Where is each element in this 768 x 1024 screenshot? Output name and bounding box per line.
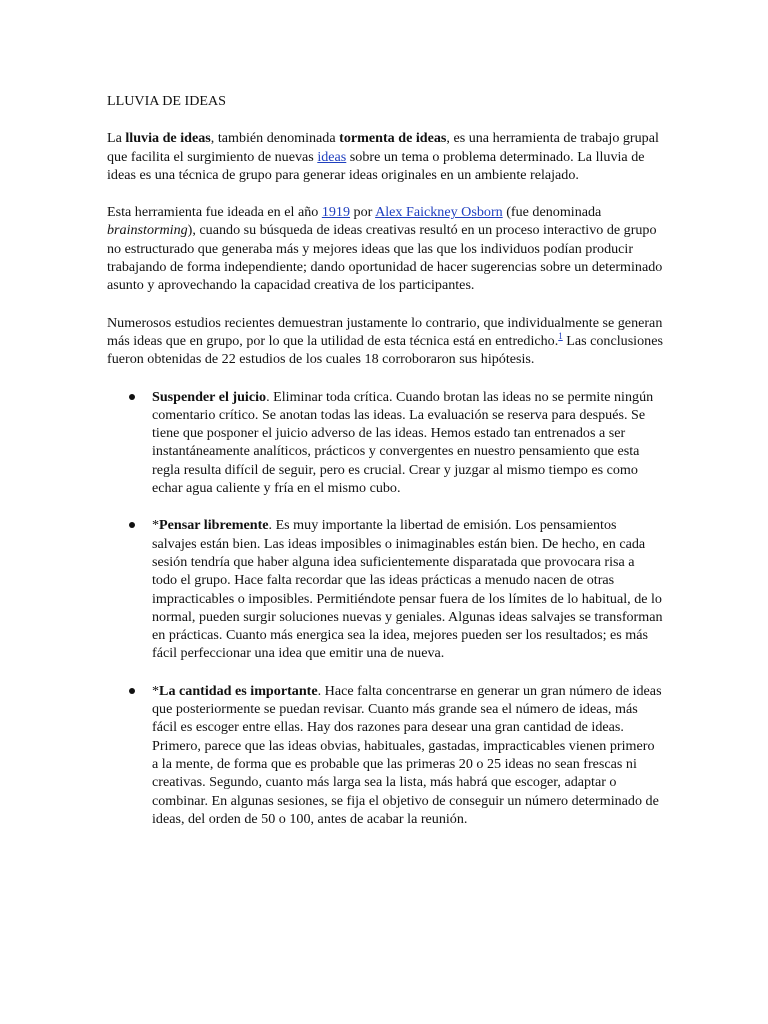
text: Esta herramienta fue ideada en el año	[107, 204, 322, 221]
intro-paragraph	[107, 129, 663, 184]
item-text: . Hace falta concentrarse en generar un gran número de ideas que posteriormente se puedan revisar. Cuanto más grande sea el número de ideas, más fácil es escoger entre ellas. Hay dos razones para desear una gran cantidad de ideas. Primero, parece que las ideas obvias, habituales, gastadas, impracticables vienen primero a la mente, de forma que es probable que las primeras 20 o 25 ideas no sean frescas ni creativas. Segundo, cuanto más larga sea la lista, más habrá que escoger, adaptar o combinar. En algunas sesiones, se fija el objetivo de conseguir un número determinado de ideas, del orden de 50 o 100, antes de acabar la reunión.	[152, 682, 662, 827]
text: ), cuando su búsqueda de ideas creativas resultó en un proceso interactivo de grupo no estructurado que generaba más y mejores ideas que las que los individuos podían producir trabajando de forma independiente; dando oportunidad de hacer sugerencias sobre un determinado asunto y aprovechando la capacidad creativa de los participantes.	[107, 222, 663, 294]
item-text: . Eliminar toda crítica. Cuando brotan las ideas no se permite ningún comentario crítico. Se anotan todas las ideas. La evaluación se reserva para después. Se tiene que posponer el juicio adverso de las ideas. Hemos estado tan entrenados a ser instantáneamente analíticos, prácticos y convergentes en nuestro pensamiento que esta regla resulta difícil de seguir, pero es crucial. Crear y juzgar al mismo tiempo es como echar agua caliente y fría en el mismo cubo.	[152, 388, 654, 497]
text: (fue denominada	[502, 204, 602, 221]
bullet-dot	[129, 394, 135, 400]
history-paragraph	[107, 203, 663, 294]
text: La	[107, 130, 126, 147]
list-item	[107, 388, 663, 498]
term-tormenta-de-ideas: tormenta de ideas	[339, 130, 447, 147]
text: Las conclusiones fueron obtenidas de 22 estudios de los cuales 18 corroboraron sus hipótesis.	[107, 332, 663, 368]
footnote-link[interactable]: 1	[558, 330, 563, 341]
bullet-dot	[129, 688, 135, 694]
text: , también denominada	[210, 130, 340, 147]
item-heading: Pensar libremente	[159, 517, 269, 534]
term-lluvia-de-ideas: lluvia de ideas	[125, 130, 211, 147]
studies-paragraph	[107, 314, 663, 369]
text: por	[350, 204, 376, 221]
link-year-1919[interactable]: 1919	[321, 204, 351, 221]
item-prefix: *	[152, 517, 160, 534]
item-text: . Es muy importante la libertad de emisión. Los pensamientos salvajes están bien. Las ideas imposibles o inimaginables están bien. De hecho, en cada sesión tendría que haber alguna idea suficientemente disparatada que provocara risa a todo el grupo. Hace falta recordar que las ideas prácticas a menudo nacen de otras impracticables o imposibles. Permitiéndote pensar fuera de los límites de lo habitual, de lo normal, pueden surgir soluciones nuevas y geniales. Algunas ideas salvajes se transforman en prácticas. Cuanto más energica sea la idea, mejores pueden ser los resultados; es más fácil perfeccionar una idea que emitir una de nueva.	[152, 517, 663, 662]
list-item	[107, 682, 663, 828]
link-ideas[interactable]: ideas	[317, 148, 347, 165]
term-brainstorming: brainstorming	[107, 222, 188, 239]
bullet-dot	[129, 522, 135, 528]
link-alex-osborn[interactable]: Alex Faickney Osborn	[375, 204, 503, 221]
item-heading: Suspender el juicio	[152, 388, 267, 405]
page-title: LLUVIA DE IDEAS	[107, 93, 226, 109]
list-item	[107, 516, 663, 662]
text: sobre un tema o problema determinado. La lluvia de ideas es una técnica de grupo para generar ideas originales en un ambiente relajado.	[107, 148, 645, 183]
document-page	[107, 92, 663, 847]
rules-list	[107, 388, 663, 829]
item-prefix: *	[152, 682, 160, 699]
item-heading: La cantidad es importante	[159, 682, 318, 699]
text: Numerosos estudios recientes demuestran justamente lo contrario, que individualmente se generan más ideas que en grupo, por lo que la utilidad de esta técnica está en entredicho.	[107, 314, 663, 349]
text: , es una herramienta de trabajo grupal que facilita el surgimiento de nuevas	[107, 130, 659, 165]
